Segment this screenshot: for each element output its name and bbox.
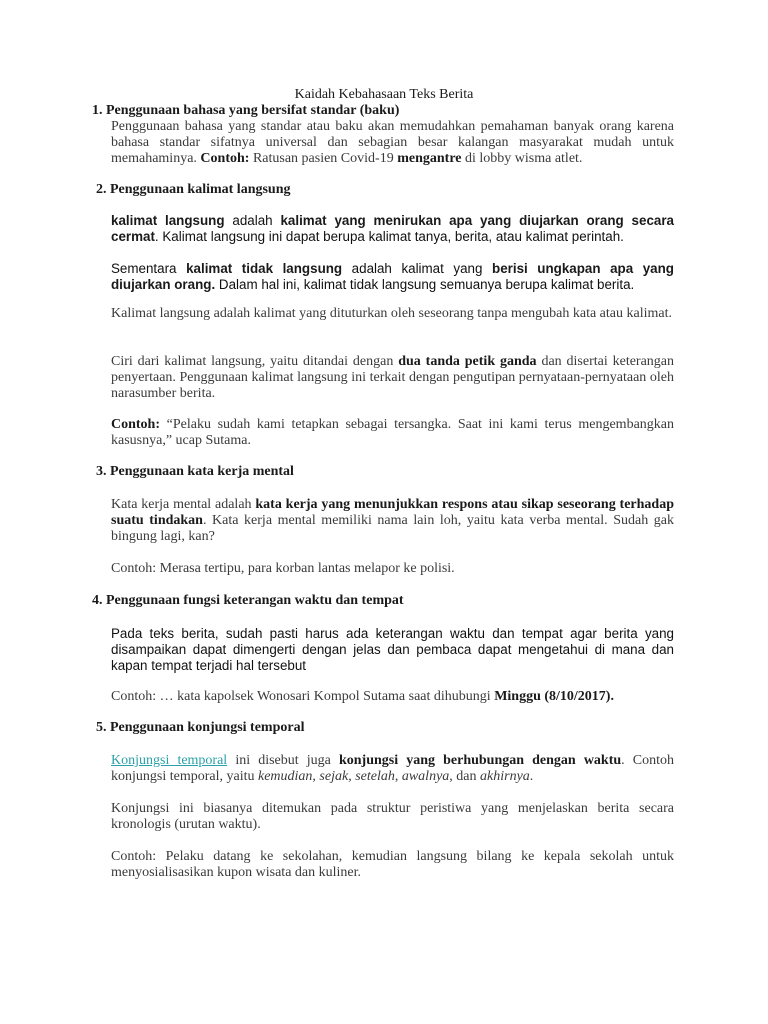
paragraph-4-2 <box>111 689 674 705</box>
text: Penggunaan bahasa yang standar atau baku akan memudahkan pemahaman banyak orang karena bahasa standar sifatnya universal dan sebagian besar kalangan masyarakat mudah untuk memahaminya. <box>111 119 674 166</box>
text: Kata kerja mental adalah <box>111 497 252 512</box>
text: , dan <box>449 769 477 784</box>
text: “Pelaku sudah kami tetapkan sebagai tersangka. Saat ini kami terus mengembangkan kasusnya,” ucap Sutama. <box>111 417 675 448</box>
text: ini disebut juga <box>235 753 331 768</box>
text: Sementara <box>111 261 177 276</box>
italic-text: kemudian <box>257 769 313 784</box>
text: . Contoh konjungsi temporal, yaitu <box>111 753 675 784</box>
bold-text: konjungsi yang berhubungan dengan waktu <box>338 753 622 768</box>
italic-text: awalnya <box>401 769 450 784</box>
bold-text: Minggu (8/10/2017). <box>494 689 614 704</box>
bold-text: dua tanda petik ganda <box>398 354 537 369</box>
text: Contoh: … kata kapolsek Wonosari Kompol Sutama saat dihubungi <box>111 689 491 704</box>
italic-text: setelah <box>355 769 395 784</box>
text: dan disertai keterangan penyertaan. Penggunaan kalimat langsung ini terkait dengan pengutipan pernyataan-pernyataan oleh narasumber berita. <box>111 354 675 401</box>
text: . Kalimat langsung ini dapat berupa kalimat tanya, berita, atau kalimat perintah. <box>154 229 624 244</box>
paragraph-2-3: Kalimat langsung adalah kalimat yang dituturkan oleh seseorang tanpa mengubah kata atau kalimat. <box>111 306 672 321</box>
paragraph-3-1 <box>111 497 674 545</box>
document-title: Kaidah Kebahasaan Teks Berita <box>294 87 474 102</box>
heading-1: 1. Penggunaan bahasa yang bersifat standar (baku) <box>92 103 400 118</box>
paragraph-4-1: Pada teks berita, sudah pasti harus ada keterangan waktu dan tempat agar berita yang disampaikan dapat dimengerti dengan jelas dan pembaca dapat mengetahui di mana dan kapan tempat terjadi hal tersebut <box>111 626 674 673</box>
paragraph-5-2: Konjungsi ini biasanya ditemukan pada struktur peristiwa yang menjelaskan berita secara kronologis (urutan waktu). <box>111 801 674 832</box>
paragraph-3-2: Contoh: Merasa tertipu, para korban lantas melapor ke polisi. <box>111 561 455 576</box>
paragraph-1-1 <box>111 119 674 167</box>
text: Ratusan pasien Covid-19 <box>252 151 394 166</box>
text: adalah <box>232 213 273 228</box>
paragraph-5-1: Konjungsi temporal ini disebut juga konjungsi yang berhubungan dengan waktu. Contoh konjungsi temporal, yaitu kemudian, sejak, setelah, awalnya, dan akhirnya. <box>111 753 675 784</box>
text: . Kata kerja mental memiliki nama lain loh, yaitu kata verba mental. Sudah gak bingung lagi, kan? <box>111 513 674 544</box>
heading-4: 4. Penggunaan fungsi keterangan waktu dan tempat <box>92 593 404 608</box>
bold-text: kalimat yang menirukan apa yang diujarkan orang secara cermat <box>111 213 674 244</box>
heading-5: 5. Penggunaan konjungsi temporal <box>96 720 305 735</box>
konjungsi-temporal-link[interactable]: Konjungsi temporal <box>111 753 228 768</box>
italic-text: akhirnya <box>480 769 530 784</box>
paragraph-2-2 <box>111 261 674 293</box>
paragraph-2-1 <box>111 213 674 245</box>
bold-text: berisi ungkapan apa yang diujarkan orang. <box>111 261 674 292</box>
bold-text: mengantre <box>397 151 462 166</box>
text: Dalam hal ini, kalimat tidak langsung semuanya berupa kalimat berita. <box>218 277 635 292</box>
bold-text: kalimat langsung <box>111 213 225 228</box>
text: adalah kalimat yang <box>351 261 483 276</box>
bold-text: Contoh: <box>200 151 250 166</box>
bold-text: kalimat tidak langsung <box>186 261 343 276</box>
paragraph-2-5 <box>111 417 674 449</box>
bold-text: kata kerja yang menunjukkan respons atau sikap seseorang terhadap suatu tindakan <box>111 497 674 528</box>
paragraph-5-3: Contoh: Pelaku datang ke sekolahan, kemudian langsung bilang ke kepala sekolah untuk menyosialisasikan kupon wisata dan kuliner. <box>111 849 674 880</box>
bold-text: Contoh: <box>111 417 161 432</box>
text: Ciri dari kalimat langsung, yaitu ditandai dengan <box>111 354 394 369</box>
heading-3: 3. Penggunaan kata kerja mental <box>96 464 294 479</box>
heading-2: 2. Penggunaan kalimat langsung <box>96 182 291 197</box>
italic-text: sejak <box>319 769 349 784</box>
paragraph-2-4 <box>111 354 674 402</box>
text: di lobby wisma atlet. <box>465 151 583 166</box>
